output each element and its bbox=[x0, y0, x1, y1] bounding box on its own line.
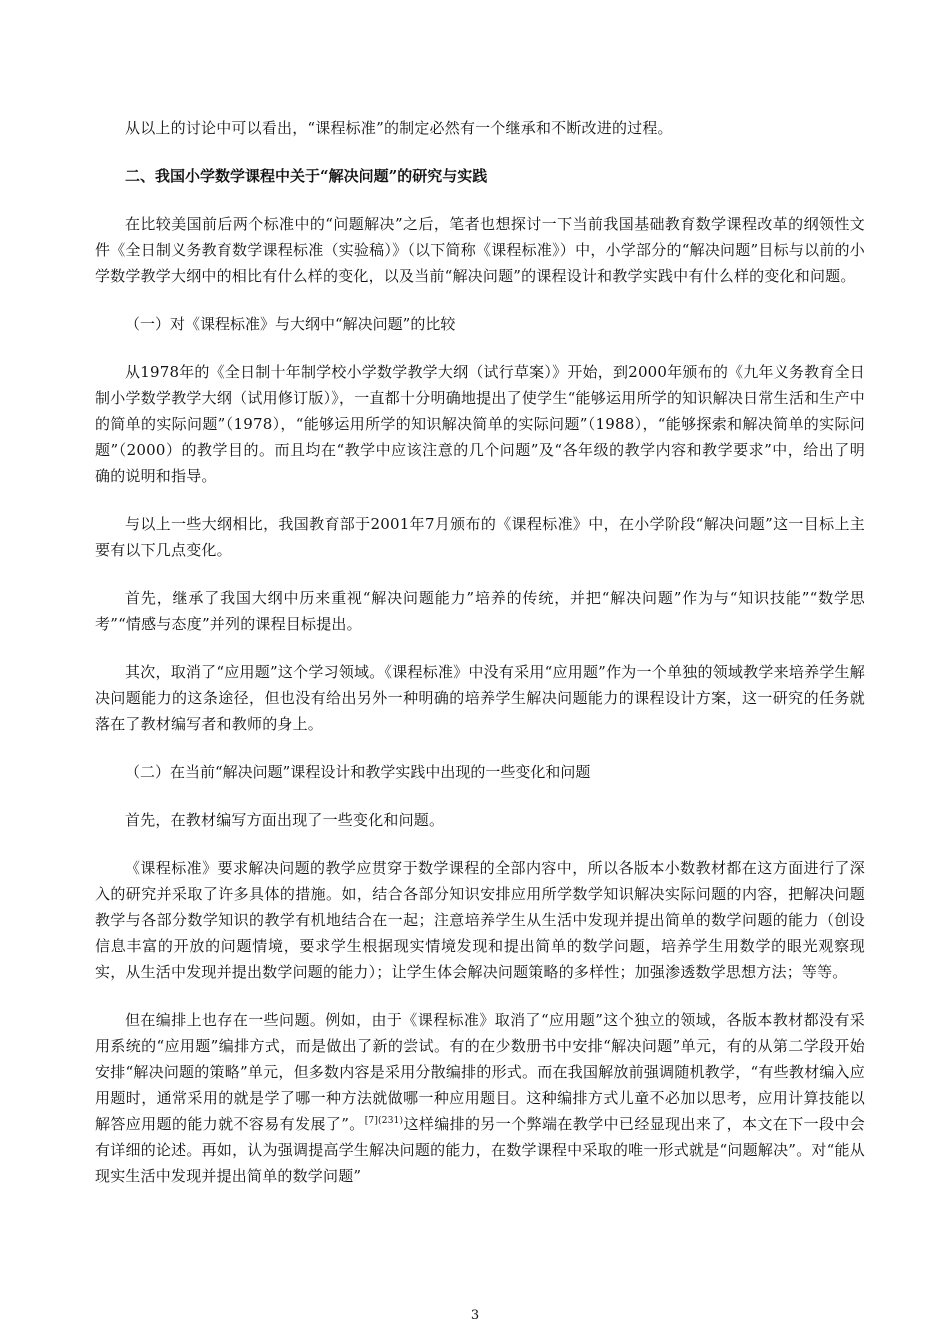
paragraph-text-part2: 这样编排的另一个弊端在教学中已经显现出来了，本文在下一段中会有详细的论述。再如，认为强调提高学生解决问题的能力，在数学课程中采取的唯一形式就是“问题解决”。对“能从现实生活中发现并提出简单的数学问题” bbox=[95, 1115, 865, 1185]
paragraph-text-part1: 但在编排上也存在一些问题。例如，由于《课程标准》取消了“应用题”这个独立的领域，各版本教材都没有采用系统的“应用题”编排方式，而是做出了新的尝试。有的在少数册书中安排“解决问题”单元，有的从第二学段开始安排“解决问题的策略”单元，但多数内容是采用分散编排的形式。而在我国解放前强调随机教学，“有些教材编入应用题时，通常采用的就是学了哪一种方法就做哪一种应用题目。这种编排方式儿童不必加以思考，应用计算技能以解答应用题的能力就不容易有发展了”。 bbox=[95, 1011, 865, 1133]
paragraph: 首先，在教材编写方面出现了一些变化和问题。 bbox=[125, 811, 445, 829]
paragraph: 其次，取消了“应用题”这个学习领域。《课程标准》中没有采用“应用题”作为一个单独的领域教学来培养学生解决问题能力的这条途径，但也没有给出另外一种明确的培养学生解决问题能力的课程设计方案，这一研究的任务就落在了教材编写者和教师的身上。 bbox=[95, 663, 865, 733]
citation-marker: [7](231) bbox=[364, 1116, 404, 1126]
subsection-heading-1: （一）对《课程标准》与大纲中“解决问题”的比较 bbox=[125, 315, 456, 333]
paragraph: 与以上一些大纲相比，我国教育部于2001年7月颁布的《课程标准》中，在小学阶段“解决问题”这一目标上主要有以下几点变化。 bbox=[95, 515, 865, 559]
paragraph-last bbox=[95, 1007, 865, 1189]
paragraph: 在比较美国前后两个标准中的“问题解决”之后，笔者也想探讨一下当前我国基础教育数学课程改革的纲领性文件《全日制义务教育数学课程标准（实验稿）》（以下简称《课程标准》）中，小学部分的“解决问题”目标与以前的小学数学教学大纲中的相比有什么样的变化，以及当前“解决问题”的课程设计和教学实践中有什么样的变化和问题。 bbox=[95, 215, 865, 285]
section-heading: 二、我国小学数学课程中关于“解决问题”的研究与实践 bbox=[125, 167, 488, 185]
paragraph: 从1978年的《全日制十年制学校小学数学教学大纲（试行草案）》开始，到2000年颁布的《九年义务教育全日制小学数学教学大纲（试用修订版）》，一直都十分明确地提出了使学生“能够运用所学的知识解决日常生活和生产中的简单的实际问题”（1978），“能够运用所学的知识解决简单的实际问题”（1988），“能够探索和解决简单的实际问题”（2000）的教学目的。而且均在“教学中应该注意的几个问题”及“各年级的教学内容和教学要求”中，给出了明确的说明和指导。 bbox=[95, 363, 865, 485]
page-number: 3 bbox=[470, 1308, 480, 1323]
subsection-heading-2: （二）在当前“解决问题”课程设计和教学实践中出现的一些变化和问题 bbox=[125, 763, 591, 781]
document-body bbox=[95, 115, 865, 1211]
paragraph: 《课程标准》要求解决问题的教学应贯穿于数学课程的全部内容中，所以各版本小数教材都在这方面进行了深入的研究并采取了许多具体的措施。如，结合各部分知识安排应用所学数学知识解决实际问题的内容，把解决问题教学与各部分数学知识的教学有机地结合在一起；注意培养学生从生活中发现并提出简单的数学问题的能力（创设信息丰富的开放的问题情境，要求学生根据现实情境发现和提出简单的数学问题，培养学生用数学的眼光观察现实，从生活中发现并提出数学问题的能力）；让学生体会解决问题策略的多样性；加强渗透数学思想方法；等等。 bbox=[95, 859, 865, 981]
paragraph: 首先，继承了我国大纲中历来重视“解决问题能力”培养的传统，并把“解决问题”作为与“知识技能”“数学思考”“情感与态度”并列的课程目标提出。 bbox=[95, 589, 865, 633]
paragraph-intro: 从以上的讨论中可以看出，“课程标准”的制定必然有一个继承和不断改进的过程。 bbox=[125, 119, 673, 137]
